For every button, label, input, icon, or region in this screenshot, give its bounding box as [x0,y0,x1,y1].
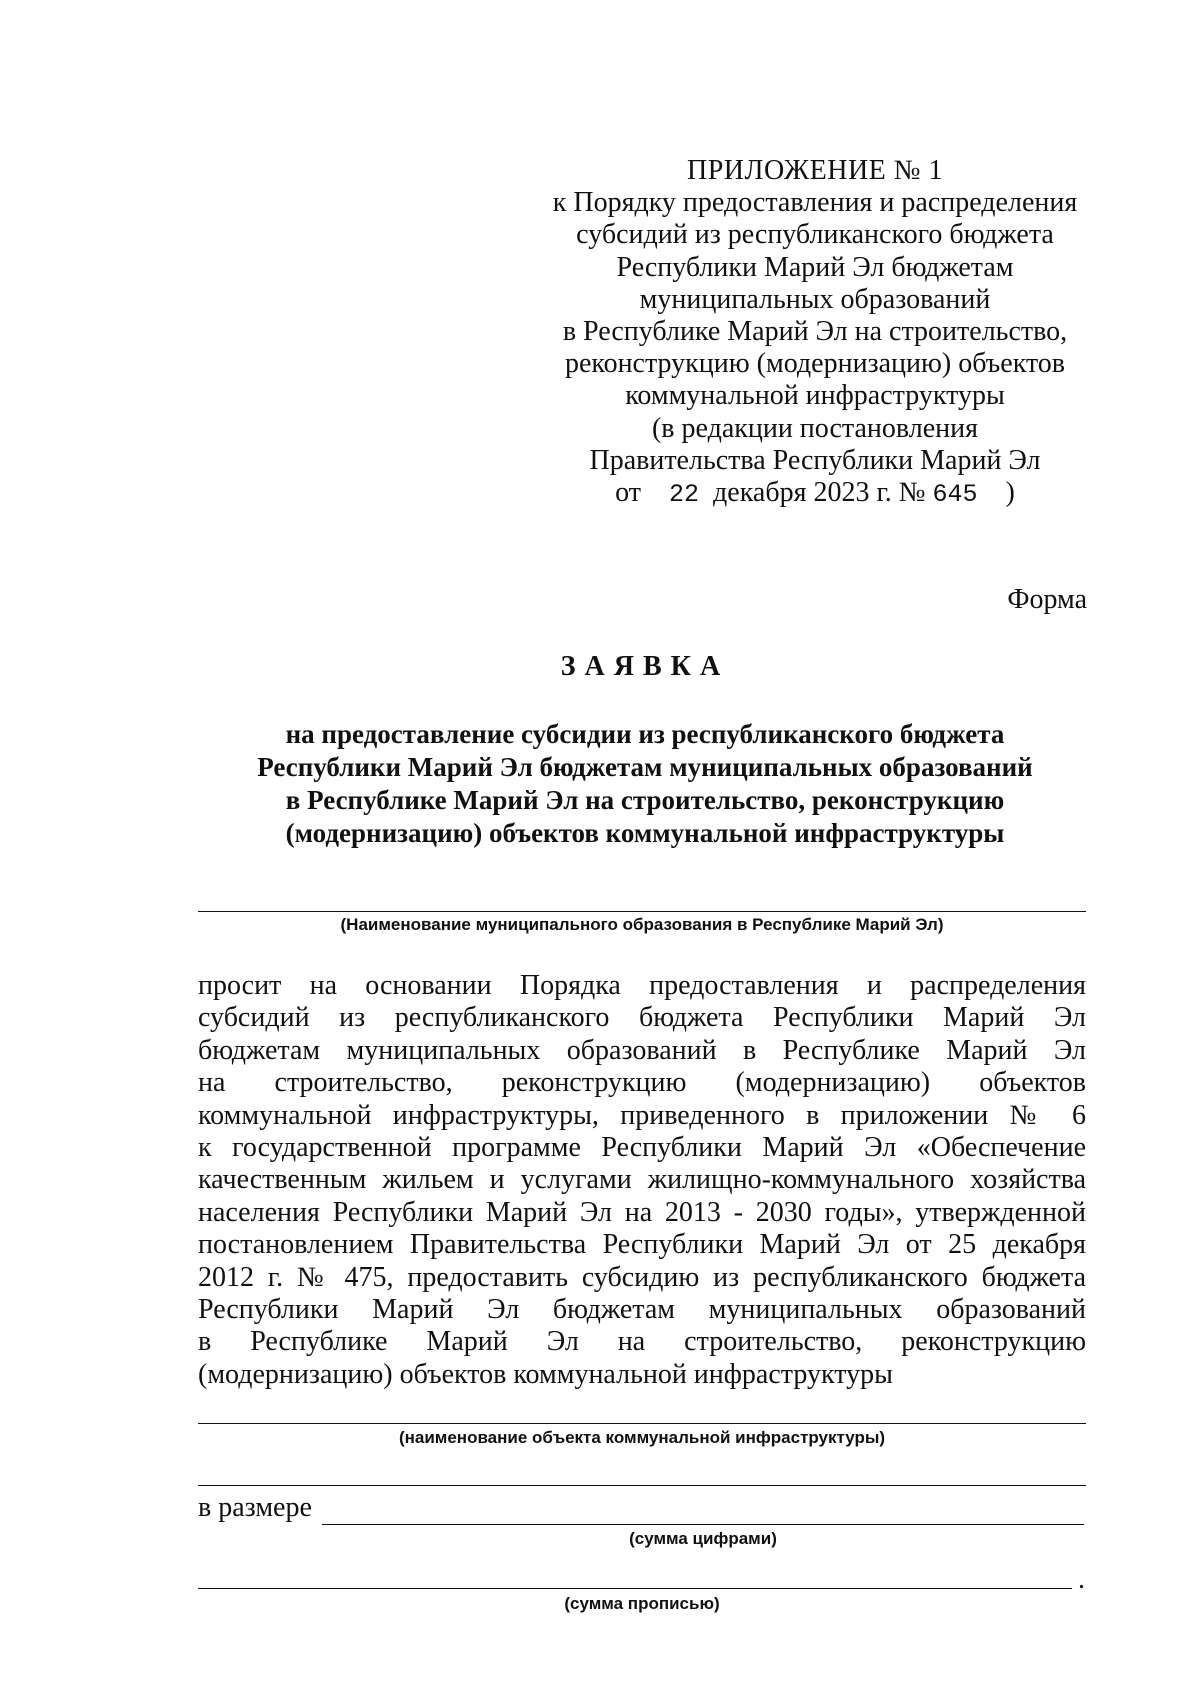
body-line: Республики Марий Эл бюджетам муниципальных образований [198,1294,1086,1326]
body-line: в Республике Марий Эл на строительство, реконструкцию [198,1326,1086,1358]
form-label: Форма [1007,584,1087,615]
object-name-caption: (наименование объекта коммунальной инфраструктуры) [398,1428,886,1447]
subtitle-line: (модернизацию) объектов коммунальной инфраструктуры [285,818,1005,848]
appendix-line: реконструкцию (модернизацию) объектов [564,348,1066,380]
subtitle-line: на предоставление субсидии из республиканского бюджета [285,719,1005,749]
appendix-line: коммунальной инфраструктуры [625,380,1005,412]
body-line: бюджетам муниципальных образований в Республике Марий Эл [198,1034,1086,1066]
appendix-line: муниципальных образований [639,283,991,315]
amount-label: в размере [198,1492,312,1523]
body-line: субсидий из республиканского бюджета Республики Марий Эл [198,1002,1086,1034]
document-heading: ЗАЯВКА [560,651,730,682]
body-line: населения Республики Марий Эл на 2013 - 2030 годы», утвержденной [198,1196,1086,1228]
amount-words-field-line[interactable] [198,1588,1072,1589]
appendix-line: в Республике Марий Эл на строительство, [562,316,1068,348]
date-prefix: от [615,477,642,509]
body-line: качественным жильем и услугами жилищно-коммунального хозяйства [198,1164,1086,1196]
date-day: 22 [669,480,700,510]
appendix-date-line [545,477,1085,511]
object-name-field-line[interactable] [198,1423,1086,1424]
amount-digits-field-line[interactable] [322,1524,1084,1525]
body-line: коммунальной инфраструктуры, приведенного в приложении № 6 [198,1099,1086,1131]
appendix-line: Республики Марий Эл бюджетам [616,251,1014,283]
request-body [198,970,1086,1391]
appendix-line: субсидий из республиканского бюджета [576,219,1054,251]
amount-digits-caption: (сумма цифрами) [629,1529,777,1548]
subtitle-line: Республики Марий Эл бюджетам муниципальных образований [257,752,1033,782]
body-line: к государственной программе Республики Марий Эл «Обеспечение [198,1132,1086,1164]
appendix-line: Правительства Республики Марий Эл [589,444,1041,476]
body-line: постановлением Правительства Республики Марий Эл от 25 декабря [198,1229,1086,1261]
appendix-header [545,155,1085,511]
subtitle-line: в Республике Марий Эл на строительство, реконструкцию [285,785,1005,815]
appendix-line: (в редакции постановления [651,412,979,444]
object-name-field-line-2[interactable] [198,1485,1086,1486]
date-suffix: ) [1005,477,1015,509]
end-dot: . [1078,1564,1085,1595]
date-month-year: декабря 2023 г. № [713,477,926,509]
appendix-title: ПРИЛОЖЕНИЕ № 1 [687,155,943,186]
municipality-field-line[interactable] [198,911,1086,912]
municipality-caption: (Наименование муниципального образования в Республике Марий Эл) [340,915,944,934]
date-number: 645 [932,480,978,510]
body-line: на строительство, реконструкцию (модернизацию) объектов [198,1067,1086,1099]
document-subtitle [190,718,1100,850]
body-line: 2012 г. № 475, предоставить субсидию из республиканского бюджета [198,1261,1086,1293]
body-line: просит на основании Порядка предоставления и распределения [198,970,1086,1001]
amount-row [198,1492,312,1524]
body-line: (модернизацию) объектов коммунальной инфраструктуры [198,1358,893,1390]
appendix-line: к Порядку предоставления и распределения [552,187,1078,219]
amount-words-caption: (сумма прописью) [564,1594,720,1613]
